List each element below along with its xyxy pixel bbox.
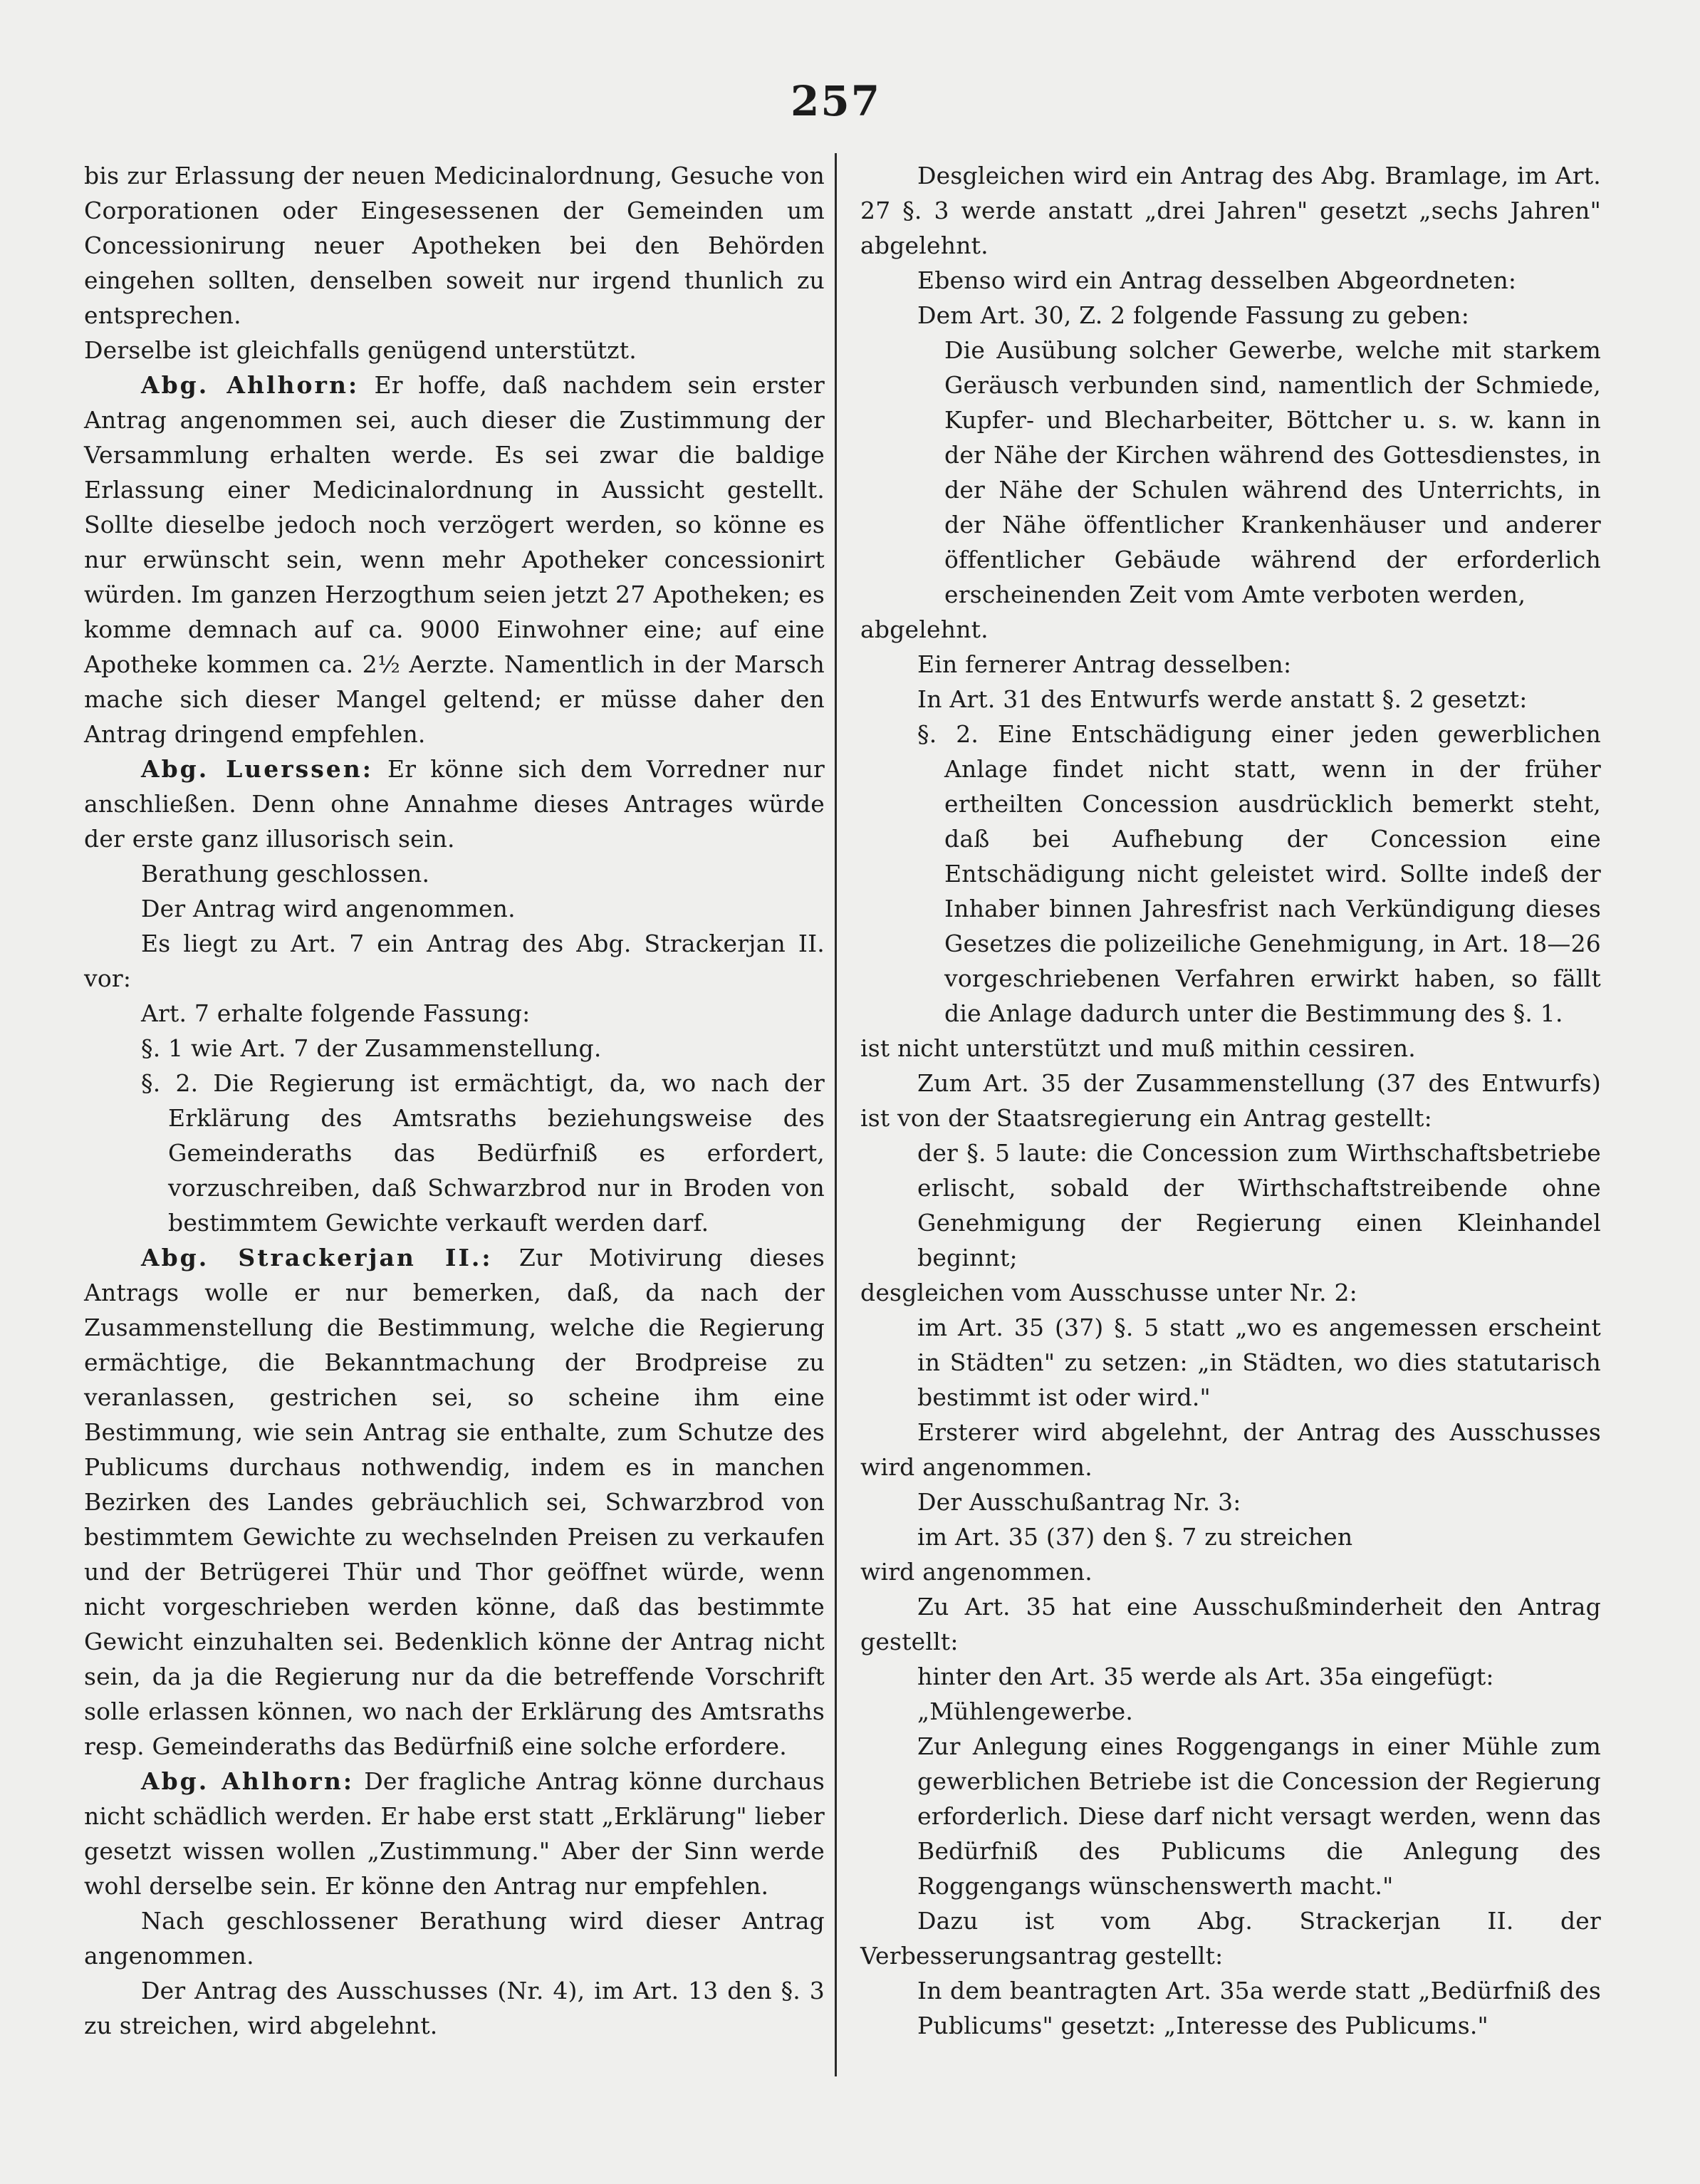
paragraph-text: Art. 7 erhalte folgende Fassung: [141, 999, 531, 1027]
paragraph [860, 647, 1601, 682]
paragraph [860, 1135, 1601, 1275]
paragraph-text: Dem Art. 30, Z. 2 folgende Fassung zu geben: [917, 301, 1470, 329]
paragraph [84, 368, 825, 752]
paragraph-text: Ein fernerer Antrag desselben: [917, 650, 1292, 678]
paragraph-text: hinter den Art. 35 werde als Art. 35a eingefügt: [917, 1663, 1494, 1690]
paragraph [860, 717, 1601, 1031]
paragraph [860, 333, 1601, 612]
paragraph-text: Der Antrag des Ausschusses (Nr. 4), im Art. 13 den §. 3 zu streichen, wird abgelehnt. [84, 1977, 825, 2039]
paragraph-text: Ersterer wird abgelehnt, der Antrag des Ausschusses wird angenommen. [860, 1418, 1601, 1481]
paragraph [860, 1973, 1601, 2043]
paragraph-text: wird angenommen. [860, 1558, 1093, 1586]
paragraph [860, 1415, 1601, 1484]
paragraph [860, 1694, 1601, 1729]
paragraph [860, 1554, 1601, 1589]
paragraph-text: Ebenso wird ein Antrag desselben Abgeordneten: [917, 266, 1517, 294]
paragraph-text: §. 2. Die Regierung ist ermächtigt, da, wo nach der Erklärung des Amtsraths beziehungsweise des Gemeinderaths das Bedürfniß es erfordert, vorzuschreiben, daß Schwarzbrod nur in Broden von bestimmtem Gewichte verkauft werden darf. [141, 1069, 825, 1237]
paragraph [84, 752, 825, 856]
paragraph [84, 891, 825, 926]
paragraph-text: Berathung geschlossen. [141, 860, 430, 888]
paragraph [84, 1240, 825, 1764]
paragraph [860, 1589, 1601, 1659]
speaker-name: Abg. Ahlhorn: [141, 1767, 354, 1795]
paragraph-text: der §. 5 laute: die Concession zum Wirthschaftsbetriebe erlischt, sobald der Wirthschaftstreibende ohne Genehmigung der Regierung einen Kleinhandel beginnt; [917, 1139, 1601, 1272]
paragraph [84, 1973, 825, 2043]
paragraph [860, 1659, 1601, 1694]
paragraph [84, 996, 825, 1031]
paragraph [860, 1310, 1601, 1415]
paragraph-text: Derselbe ist gleichfalls genügend unterstützt. [84, 336, 637, 364]
paragraph [860, 1066, 1601, 1135]
paragraph-text: Zur Motivirung dieses Antrags wolle er nur bemerken, daß, da nach der Zusammenstellung die Bestimmung, welche die Regierung ermächtige, die Bekanntmachung der Brodpreise zu veranlassen, gestrichen sei, so scheine ihm eine Bestimmung, wie sein Antrag sie enthalte, zum Schutze des Publicums durchaus nothwendig, indem es in manchen Bezirken des Landes gebräuchlich sei, Schwarzbrod von bestimmtem Gewichte zu wechselnden Preisen zu verkaufen und der Betrügerei Thür und Thor geöffnet würde, wenn nicht vorgeschrieben werden könne, daß das bestimmte Gewicht einzuhalten sei. Bedenklich könne der Antrag nicht sein, da ja die Regierung nur da die betreffende Vorschrift solle erlassen können, wo nach der Erklärung des Amtsraths resp. Gemeinderaths das Bedürfniß eine solche erfordere. [84, 1244, 825, 1760]
column-divider [835, 153, 837, 2076]
paragraph-text: Zu Art. 35 hat eine Ausschußminderheit den Antrag gestellt: [860, 1593, 1601, 1655]
paragraph [860, 1903, 1601, 1973]
paragraph-text: Zur Anlegung eines Roggengangs in einer Mühle zum gewerblichen Betriebe ist die Concession der Regierung erforderlich. Diese darf nicht versagt werden, wenn das Bedürfniß des Publicums die Anlegung des Roggengangs wünschenswerth macht." [917, 1732, 1601, 1900]
paragraph-text: Desgleichen wird ein Antrag des Abg. Bramlage, im Art. 27 §. 3 werde anstatt „drei Jahren" gesetzt „sechs Jahren" abgelehnt. [860, 162, 1601, 259]
paragraph [84, 1066, 825, 1240]
speaker-name: Abg. Ahlhorn: [141, 371, 360, 399]
paragraph-text: im Art. 35 (37) den §. 7 zu streichen [917, 1523, 1353, 1551]
paragraph-text: Er könne sich dem Vorredner nur anschließen. Denn ohne Annahme dieses Antrages würde der erste ganz illusorisch sein. [84, 755, 825, 853]
paragraph-text: desgleichen vom Ausschusse unter Nr. 2: [860, 1279, 1357, 1306]
paragraph [860, 1519, 1601, 1554]
paragraph-text: bis zur Erlassung der neuen Medicinalordnung, Gesuche von Corporationen oder Eingesessenen der Gemeinden um Concessionirung neuer Apotheken bei den Behörden eingehen sollten, denselben soweit nur irgend thunlich zu entsprechen. [84, 162, 825, 329]
paragraph [84, 856, 825, 891]
paragraph [860, 1729, 1601, 1903]
page-number: 257 [791, 77, 882, 125]
paragraph [860, 682, 1601, 717]
paragraph [84, 1031, 825, 1066]
right-column [860, 158, 1601, 2043]
paragraph [84, 158, 825, 333]
paragraph [84, 1764, 825, 1903]
paragraph-text: abgelehnt. [860, 615, 989, 643]
paragraph [860, 1484, 1601, 1519]
paragraph-text: Er hoffe, daß nachdem sein erster Antrag angenommen sei, auch dieser die Zustimmung der Versammlung erhalten werde. Es sei zwar die baldige Erlassung einer Medicinalordnung in Aussicht gestellt. Sollte dieselbe jedoch noch verzögert werden, so könne es nur erwünscht sein, wenn mehr Apotheker concessionirt würden. Im ganzen Herzogthum seien jetzt 27 Apotheken; es komme demnach auf ca. 9000 Einwohner eine; auf eine Apotheke kommen ca. 2½ Aerzte. Namentlich in der Marsch mache sich dieser Mangel geltend; er müsse daher den Antrag dringend empfehlen. [84, 371, 825, 748]
paragraph-text: In Art. 31 des Entwurfs werde anstatt §. 2 gesetzt: [917, 685, 1528, 713]
speaker-name: Abg. Strackerjan II.: [141, 1244, 493, 1272]
paragraph-text: §. 1 wie Art. 7 der Zusammenstellung. [141, 1034, 602, 1062]
paragraph-text: Der Ausschußantrag Nr. 3: [917, 1488, 1241, 1516]
paragraph-text: Dazu ist vom Abg. Strackerjan II. der Verbesserungsantrag gestellt: [860, 1907, 1601, 1970]
paragraph [860, 1031, 1601, 1066]
paragraph [860, 298, 1601, 333]
paragraph [860, 612, 1601, 647]
left-column [84, 158, 825, 2043]
paragraph-text: In dem beantragten Art. 35a werde statt „Bedürfniß des Publicums" gesetzt: „Interesse des Publicums." [917, 1977, 1601, 2039]
paragraph [84, 333, 825, 368]
paragraph-text: Nach geschlossener Berathung wird dieser Antrag angenommen. [84, 1907, 825, 1970]
paragraph-text: Die Ausübung solcher Gewerbe, welche mit starkem Geräusch verbunden sind, namentlich der Schmiede, Kupfer- und Blecharbeiter, Böttcher u. s. w. kann in der Nähe der Kirchen während des Gottesdienstes, in der Nähe der Schulen während des Unterrichts, in der Nähe öffentlicher Krankenhäuser und anderer öffentlicher Gebäude während der erforderlich erscheinenden Zeit vom Amte verboten werden, [944, 336, 1601, 608]
paragraph-text: im Art. 35 (37) §. 5 statt „wo es angemessen erscheint in Städten" zu setzen: „in Städten, wo dies statutarisch bestimmt ist oder wird." [917, 1314, 1601, 1411]
paragraph [860, 1275, 1601, 1310]
paragraph-text: Zum Art. 35 der Zusammenstellung (37 des Entwurfs) ist von der Staatsregierung ein Antrag gestellt: [860, 1069, 1601, 1132]
paragraph-text: §. 2. Eine Entschädigung einer jeden gewerblichen Anlage findet nicht statt, wenn in der früher ertheilten Concession ausdrücklich bemerkt steht, daß bei Aufhebung der Concession eine Entschädigung nicht geleistet wird. Sollte indeß der Inhaber binnen Jahresfrist nach Verkündigung dieses Gesetzes die polizeiliche Genehmigung, in Art. 18—26 vorgeschriebenen Verfahren erwirkt haben, so fällt die Anlage dadurch unter die Bestimmung des §. 1. [917, 720, 1601, 1027]
paragraph-text: „Mühlengewerbe. [917, 1697, 1134, 1725]
paragraph [860, 263, 1601, 298]
paragraph [860, 158, 1601, 263]
paragraph-text: Der fragliche Antrag könne durchaus nicht schädlich werden. Er habe erst statt „Erklärung" lieber gesetzt wissen wollen „Zustimmung." Aber der Sinn werde wohl derselbe sein. Er könne den Antrag nur empfehlen. [84, 1767, 825, 1900]
paragraph [84, 926, 825, 996]
paragraph-text: ist nicht unterstützt und muß mithin cessiren. [860, 1034, 1416, 1062]
paragraph [84, 1903, 825, 1973]
paragraph-text: Der Antrag wird angenommen. [141, 895, 516, 922]
paragraph-text: Es liegt zu Art. 7 ein Antrag des Abg. Strackerjan II. vor: [84, 930, 825, 992]
speaker-name: Abg. Luerssen: [141, 755, 373, 783]
